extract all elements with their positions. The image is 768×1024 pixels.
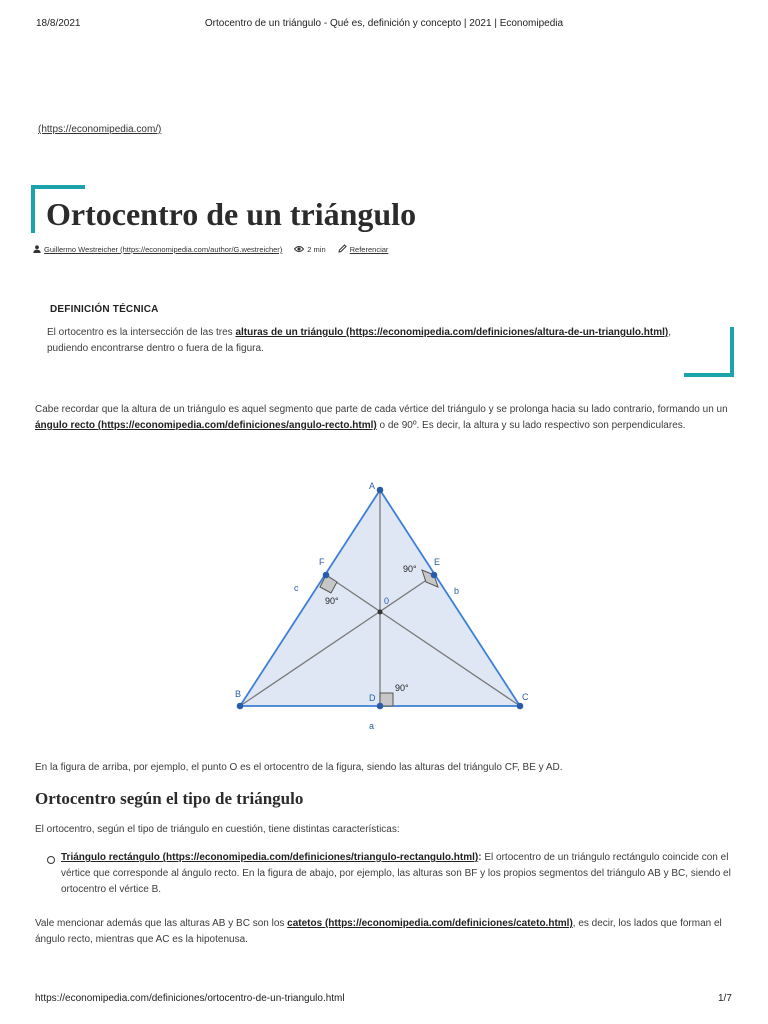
label-angle-E: 90°	[403, 564, 417, 574]
label-angle-F: 90°	[325, 596, 339, 606]
point-F	[323, 572, 330, 579]
definition-text: El ortocentro es la intersección de las tres alturas de un triángulo (https://economipedia.com/definiciones/altura-de-un-triangulo.html), pudiendo encontrarse dentro o fuera de la figura.	[47, 327, 672, 354]
label-E: E	[434, 557, 441, 567]
triangle-diagram	[218, 466, 550, 738]
label-c: c	[294, 583, 299, 593]
label-O: 0	[384, 596, 390, 606]
print-url: https://economipedia.com/definiciones/ortocentro-de-un-triangulo.html	[35, 993, 345, 1004]
pencil-icon	[338, 244, 347, 255]
eye-icon	[294, 245, 304, 255]
label-B: B	[235, 689, 242, 699]
catetos-link[interactable]: catetos (https://economipedia.com/definiciones/cateto.html)	[287, 918, 573, 929]
paragraph-altura: Cabe recordar que la altura de un triángulo es aquel segmento que parte de cada vértice del triángulo y se prolonga hacia su lado contrario, formando un un ángulo recto (https://economipedia.com/definiciones/angulo-recto.html) o de 90º. Es decir, la altura y su lado respectivo son perpendiculares.	[35, 404, 728, 431]
label-A: A	[369, 481, 376, 491]
label-angle-D: 90°	[395, 683, 409, 693]
home-link[interactable]: (https://economipedia.com/)	[38, 124, 162, 135]
label-D: D	[369, 693, 376, 703]
point-D	[377, 703, 384, 710]
triangulo-rectangulo-link[interactable]: Triángulo rectángulo (https://economipedia.com/definiciones/triangulo-rectangulo.html)	[61, 852, 479, 863]
label-a: a	[369, 721, 375, 731]
angulo-recto-link[interactable]: ángulo recto (https://economipedia.com/definiciones/angulo-recto.html)	[35, 420, 377, 431]
label-F: F	[319, 557, 325, 567]
print-title: Ortocentro de un triángulo - Qué es, definición y concepto | 2021 | Economipedia	[204, 18, 564, 29]
list-item-triangulo-rectangulo: Triángulo rectángulo (https://economipedia.com/definiciones/triangulo-rectangulo.html): El ortocentro de un triángulo rectángulo coincide con el vértice que corresponde al ángulo recto. En la figura de abajo, por ejemplo, las alturas son BF y los propios segmentos del triángulo AB y BC, siendo el ortocentro el vértice B.	[61, 852, 731, 895]
label-C: C	[522, 692, 529, 702]
point-A	[377, 487, 384, 494]
point-B	[237, 703, 244, 710]
paragraph-catetos: Vale mencionar además que las alturas AB y BC son los catetos (https://economipedia.com/definiciones/cateto.html), es decir, los lados que forman el ángulo recto, mientras que AC es la hipotenusa.	[35, 918, 722, 945]
point-O	[378, 610, 383, 615]
altura-link[interactable]: alturas de un triángulo (https://economipedia.com/definiciones/altura-de-un-triangulo.html)	[235, 327, 669, 338]
article-meta	[33, 244, 388, 255]
print-page-number: 1/7	[718, 993, 732, 1004]
label-b: b	[454, 586, 460, 596]
section-intro: El ortocentro, según el tipo de triángulo en cuestión, tiene distintas características:	[35, 824, 400, 835]
paragraph-figure-explanation: En la figura de arriba, por ejemplo, el punto O es el ortocentro de la figura, siendo las alturas del triángulo CF, BE y AD.	[35, 762, 563, 773]
definition-accent-bracket	[684, 327, 734, 377]
author-link[interactable]: Guillermo Westreicher (https://economipedia.com/author/G.westreicher)	[44, 245, 283, 254]
cite-link[interactable]: Referenciar	[349, 245, 389, 254]
user-icon	[33, 245, 41, 255]
page-title: Ortocentro de un triángulo	[46, 196, 417, 232]
definition-label: DEFINICIÓN TÉCNICA	[50, 304, 159, 315]
print-date: 18/8/2021	[36, 18, 81, 29]
read-time: 2 min	[307, 245, 326, 254]
section-heading: Ortocentro según el tipo de triángulo	[35, 789, 304, 808]
list-bullet	[47, 856, 55, 864]
point-E	[431, 572, 438, 579]
point-C	[517, 703, 524, 710]
orthocenter-figure	[218, 466, 550, 738]
